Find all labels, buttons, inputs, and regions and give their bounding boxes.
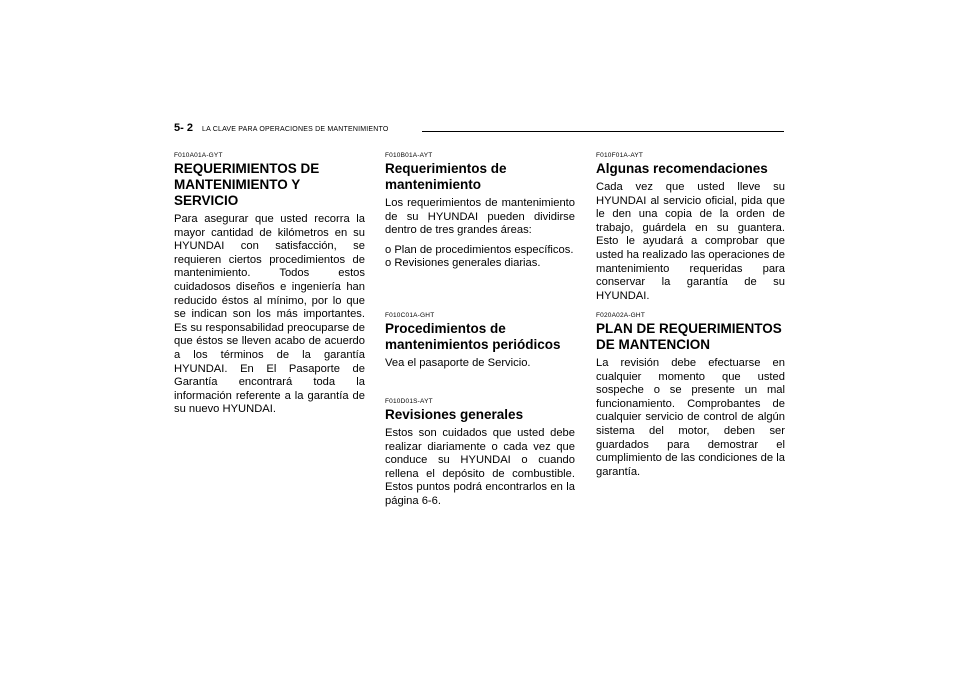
section-recommendations: [596, 152, 785, 303]
section-body: Estos son cuidados que usted debe realizar diariamente o cada vez que conduce su HYUNDAI o cuando rellena el depósito de combustible. Estos puntos podrá encontrarlos en la página 6-6.: [385, 427, 575, 507]
section-code: F010B01A-AYT: [385, 152, 433, 159]
section-body: La revisión debe efectuarse en cualquier momento que usted sospeche o se presente un mal funcionamiento. Comprobantes de cualquier servicio de control de algún sistema del motor, deben ser guardados para demostrar el cumplimiento de las condiciones de la garantía.: [596, 357, 785, 478]
requirement-list: [385, 244, 575, 271]
section-heading: Revisiones generales: [385, 407, 524, 422]
section-title: LA CLAVE PARA OPERACIONES DE MANTENIMIENTO: [202, 126, 389, 133]
section-body: Los requerimientos de mantenimiento de su HYUNDAI pueden dividirse dentro de tres grandes áreas:: [385, 197, 575, 237]
section-code: F010D01S-AYT: [385, 398, 433, 405]
section-heading: Procedimientos de mantenimientos periódicos: [385, 321, 561, 352]
section-body: Cada vez que usted lleve su HYUNDAI al servicio oficial, pida que le den una copia de la orden de trabajo, guárdela en su guantera. Esto le ayudará a comprobar que usted ha realizado las operaciones de mantenimiento requeridas para conservar la garantía de su HYUNDAI.: [596, 181, 785, 302]
section-code: F020A02A-GHT: [596, 312, 646, 319]
column-maintenance-service: [174, 152, 365, 417]
section-periodic-procedures: [385, 312, 575, 371]
section-code: F010F01A-AYT: [596, 152, 644, 159]
list-item: o Revisiones generales diarias.: [385, 257, 541, 270]
section-heading: REQUERIMIENTOS DE MANTENIMIENTO Y SERVICIO: [174, 161, 320, 208]
section-heading: Algunas recomendaciones: [596, 161, 768, 176]
header-divider: [422, 131, 784, 132]
section-body: Vea el pasaporte de Servicio.: [385, 357, 531, 369]
section-maintenance-requirements: [385, 152, 575, 271]
page-number: 5- 2: [174, 122, 193, 134]
section-body: Para asegurar que usted recorra la mayor cantidad de kilómetros en su HYUNDAI con satisfacción, se requieren ciertos procedimientos de mantenimiento. Todos estos cuidadosos diseños e ingeniería han reducido éstos al mínimo, por lo que se indican son los más importantes. Es su responsabilidad preocuparse de que éstos se lleven acabo de acuerdo a los términos de la garantía HYUNDAI. En El Pasaporte de Garantía encontrará toda la información referente a la garantía de su nuevo HYUNDAI.: [174, 213, 365, 416]
list-item: o Plan de procedimientos específicos.: [385, 243, 574, 256]
section-heading: PLAN DE REQUERIMIENTOS DE MANTENCION: [596, 321, 782, 352]
page-header: [174, 122, 784, 138]
section-code: F010A01A-GYT: [174, 152, 223, 159]
section-maintenance-plan: [596, 312, 785, 479]
section-heading: Requerimientos de mantenimiento: [385, 161, 507, 192]
section-code: F010C01A-GHT: [385, 312, 435, 319]
section-general-checks: [385, 398, 575, 509]
